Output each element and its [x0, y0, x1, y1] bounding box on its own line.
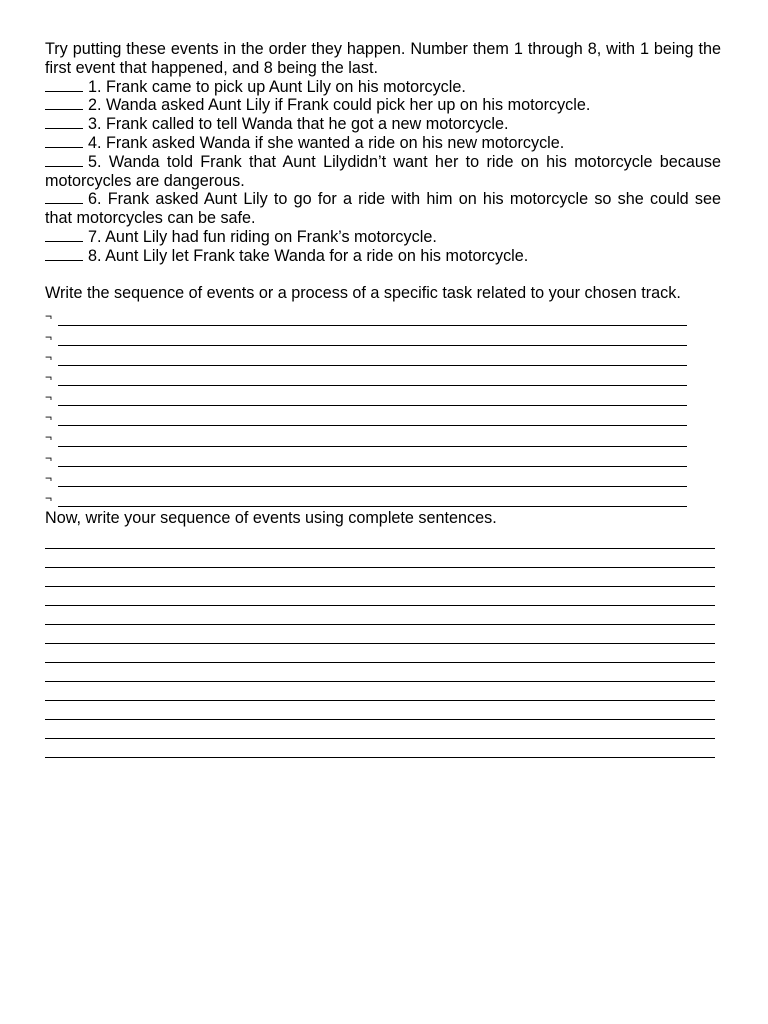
- answer-blank[interactable]: [45, 115, 83, 129]
- writing-rule: [58, 325, 687, 326]
- bullet-writing-line[interactable]: [45, 468, 687, 488]
- event-item: [45, 134, 721, 153]
- bullet-mark: ¬: [45, 410, 53, 425]
- worksheet-page: [45, 40, 721, 758]
- writing-rule: [58, 506, 687, 507]
- writing-rule: [58, 446, 687, 447]
- answer-blank[interactable]: [45, 153, 83, 167]
- event-text: 3. Frank called to tell Wanda that he got a new motorcycle.: [88, 115, 509, 134]
- sentence-writing-line[interactable]: [45, 549, 715, 568]
- sentence-writing-line[interactable]: [45, 568, 715, 587]
- bullet-mark: ¬: [45, 450, 53, 465]
- sentence-writing-line[interactable]: [45, 701, 715, 720]
- sentence-writing-line[interactable]: [45, 720, 715, 739]
- sentence-writing-line[interactable]: [45, 682, 715, 701]
- sentence-writing-line[interactable]: [45, 587, 715, 606]
- bullet-mark: ¬: [45, 470, 53, 485]
- answer-blank[interactable]: [45, 96, 83, 110]
- answer-blank[interactable]: [45, 134, 83, 148]
- bullet-writing-line[interactable]: [45, 407, 687, 427]
- event-text: 8. Aunt Lily let Frank take Wanda for a ride on his motorcycle.: [88, 246, 529, 265]
- writing-rule: [58, 405, 687, 406]
- bullet-mark: ¬: [45, 430, 53, 445]
- writing-rule: [58, 385, 687, 386]
- bullet-writing-line[interactable]: [45, 488, 687, 508]
- event-item: [45, 190, 721, 228]
- writing-rule: [58, 486, 687, 487]
- event-item: [45, 115, 721, 134]
- bullet-writing-line[interactable]: [45, 347, 687, 367]
- sequence-prompt: Write the sequence of events or a process of a specific task related to your chosen track.: [45, 283, 681, 302]
- event-item: [45, 96, 721, 115]
- bullet-writing-line[interactable]: [45, 387, 687, 407]
- bullet-mark: ¬: [45, 309, 53, 324]
- answer-blank[interactable]: [45, 190, 83, 204]
- bullet-writing-line[interactable]: [45, 448, 687, 468]
- bullet-mark: ¬: [45, 369, 53, 384]
- answer-blank[interactable]: [45, 78, 83, 92]
- writing-rule: [58, 466, 687, 467]
- bullet-mark: ¬: [45, 491, 53, 506]
- sentence-writing-line[interactable]: [45, 530, 715, 549]
- sentence-writing-line[interactable]: [45, 625, 715, 644]
- bullet-writing-line[interactable]: [45, 367, 687, 387]
- event-list: [45, 78, 721, 266]
- answer-blank[interactable]: [45, 247, 83, 261]
- instructions-text: Try putting these events in the order they happen. Number them 1 through 8, with 1 being the first event that happened, and 8 being the last.: [45, 40, 721, 77]
- bullet-writing-line[interactable]: [45, 327, 687, 347]
- bullet-mark: ¬: [45, 349, 53, 364]
- event-item: [45, 247, 721, 266]
- writing-rule: [58, 365, 687, 366]
- event-text: 4. Frank asked Wanda if she wanted a ride on his new motorcycle.: [88, 133, 565, 152]
- event-text: 7. Aunt Lily had fun riding on Frank’s motorcycle.: [88, 227, 437, 246]
- event-text: 2. Wanda asked Aunt Lily if Frank could pick her up on his motorcycle.: [88, 96, 591, 115]
- event-text: 5. Wanda told Frank that Aunt Lilydidn’t want her to ride on his motorcycle because motorcycles are dangerous.: [45, 152, 721, 190]
- event-text: 6. Frank asked Aunt Lily to go for a ride with him on his motorcycle so she could see that motorcycles can be safe.: [45, 190, 721, 228]
- event-item: [45, 228, 721, 247]
- event-item: [45, 153, 721, 191]
- bullet-writing-lines: [45, 306, 721, 508]
- writing-rule: [58, 425, 687, 426]
- sentence-writing-line[interactable]: [45, 644, 715, 663]
- sentence-writing-lines: [45, 530, 721, 758]
- bullet-writing-line[interactable]: [45, 306, 687, 326]
- sentence-writing-line[interactable]: [45, 663, 715, 682]
- sentence-writing-line[interactable]: [45, 739, 715, 758]
- sentence-writing-line[interactable]: [45, 606, 715, 625]
- bullet-mark: ¬: [45, 329, 53, 344]
- event-item: [45, 78, 721, 97]
- answer-blank[interactable]: [45, 228, 83, 242]
- sentences-prompt: Now, write your sequence of events using complete sentences.: [45, 509, 497, 528]
- bullet-mark: ¬: [45, 390, 53, 405]
- writing-rule: [58, 345, 687, 346]
- event-text: 1. Frank came to pick up Aunt Lily on his motorcycle.: [88, 77, 466, 96]
- bullet-writing-line[interactable]: [45, 427, 687, 447]
